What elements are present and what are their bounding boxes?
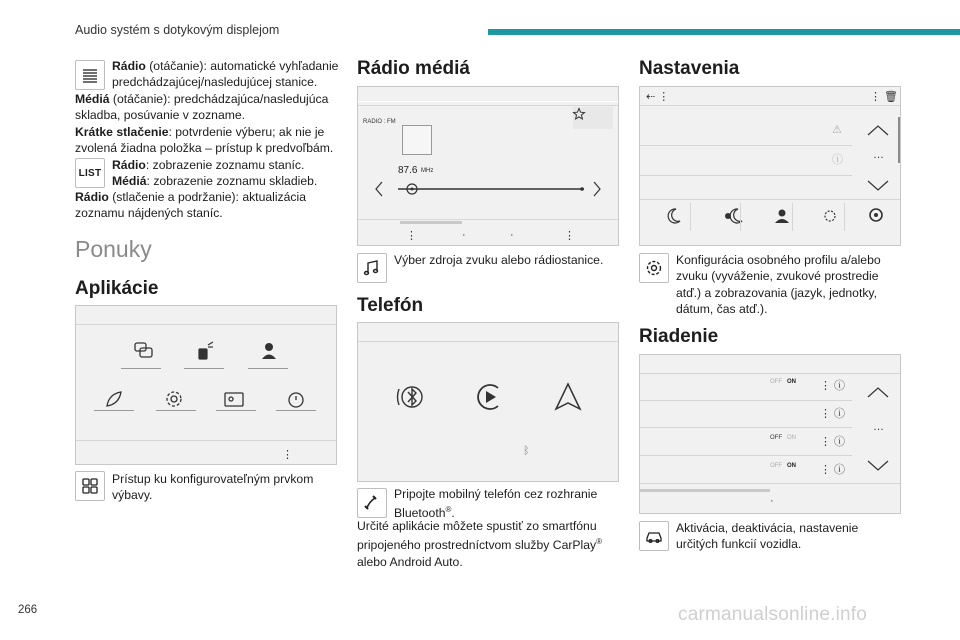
info-icon: ⓘ [832, 154, 843, 166]
radio-rotate-text: Rádio (otáčanie): automatické vyhľadanie predchádzajúcej/nasledujúcej stanice. [112, 59, 339, 90]
radio-media-heading: Rádio médiá [357, 58, 470, 79]
phone-bluetooth-text: Pripojte mobilný telefón cez rozhranie Bluetooth®. [394, 487, 598, 521]
page-number: 266 [18, 604, 38, 616]
apps-heading: Aplikácie [75, 278, 159, 299]
apps-grid-icon [75, 471, 105, 501]
car-icon [639, 521, 669, 551]
bluetooth-small-icon: ᛒ [523, 445, 530, 457]
toggle-3: OFF ON [770, 463, 797, 469]
driving-scroll-up-icon [866, 385, 890, 399]
driving-heading: Riadenie [639, 326, 719, 347]
list-button-icon: LIST [75, 158, 105, 188]
station-artwork [402, 125, 432, 155]
rotary-knob-icon [75, 60, 105, 90]
watermark: carmanualsonline.info [678, 604, 868, 625]
app-gear-icon [161, 386, 187, 412]
scroll-up-icon [866, 123, 890, 137]
apps-description: Prístup ku konfigurovateľným prvkom výbavy. [112, 472, 314, 503]
settings-description-1: Konfigurácia osobného profilu a/alebo zvuku (vyváženie, zvukové prostredie atď.) a zobrazovania (jazyk, jednotky, dátum, čas atď.). [676, 253, 881, 317]
app-timer-icon [281, 386, 307, 412]
media-list-text: Médiá: zobrazenie zoznamu skladieb. [112, 174, 318, 188]
app-spray-icon [191, 338, 217, 364]
back-arrow-icon: ⇠ ⋮ [646, 91, 670, 103]
android-auto-icon [550, 379, 586, 415]
app-eco-icon [101, 386, 127, 412]
menus-heading: Ponuky [75, 236, 152, 262]
toggle-2: OFF ON [770, 435, 797, 441]
music-note-icon [357, 253, 387, 283]
phone-screen [357, 322, 619, 482]
driving-screen: OFF ON OFF ON OFF ON ⋮ ⓘ ⋮ ⓘ ⋮ ⓘ ⋮ ⓘ … · [639, 354, 901, 514]
frequency-unit: MHz [421, 168, 434, 174]
radio-band-label: RADIO : FM [363, 119, 396, 125]
short-press-text: Krátke stlačenie: potvrdenie výberu; ak nie je zvolená žiadna položka – prístup k predvoľbám. [75, 125, 334, 156]
scroll-down-icon [866, 179, 890, 193]
favorite-star-icon [572, 107, 586, 121]
frequency-value: 87.6 [398, 165, 418, 176]
media-rotate-text: Médiá (otáčanie): predchádzajúca/nasledujúca skladba, posúvanie v zozname. [75, 92, 329, 123]
app-chat-icon [131, 338, 157, 364]
settings-heading: Nastavenia [639, 58, 740, 79]
warning-icon: ⚠ [832, 124, 842, 136]
phone-heading: Telefón [357, 295, 424, 316]
radio-list-text: Rádio: zobrazenie zoznamu staníc. [112, 158, 305, 172]
header-title: Audio systém s dotykovým displejom [75, 23, 280, 37]
settings-gear-icon [639, 253, 669, 283]
phone-carplay-text: Určité aplikácie môžete spustiť zo smartfónu pripojeného prostredníctvom služby CarPlay® alebo Android Auto. [357, 519, 603, 569]
toggle-1: OFF ON [770, 379, 797, 385]
header-accent-bar [488, 29, 960, 35]
phone-handset-icon [357, 488, 387, 518]
frequency-slider [372, 179, 608, 201]
driving-description: Aktivácia, deaktivácia, nastavenie určitých funkcií vozidla. [676, 521, 859, 552]
radio-hold-text: Rádio (stlačenie a podržanie): aktualizácia zoznamu nájdených staníc. [75, 190, 306, 221]
app-profile-icon [256, 338, 282, 364]
delete-icon: ⋮ 🗑 [870, 91, 899, 103]
radio-screen: RADIO : FM 87.6 MHz ⋮ · · ⋮ [357, 86, 619, 246]
radio-description: Výber zdroja zvuku alebo rádiostanice. [394, 253, 604, 267]
carplay-icon [472, 379, 508, 415]
apps-screen [75, 305, 337, 465]
bluetooth-icon [394, 379, 430, 415]
settings-screen: ⇠ ⋮ ⋮ 🗑 ⚠ ⓘ … [639, 86, 901, 246]
menu-dots-icon: ⋮ [282, 449, 293, 461]
driving-scroll-down-icon [866, 459, 890, 473]
app-card-icon [221, 386, 247, 412]
